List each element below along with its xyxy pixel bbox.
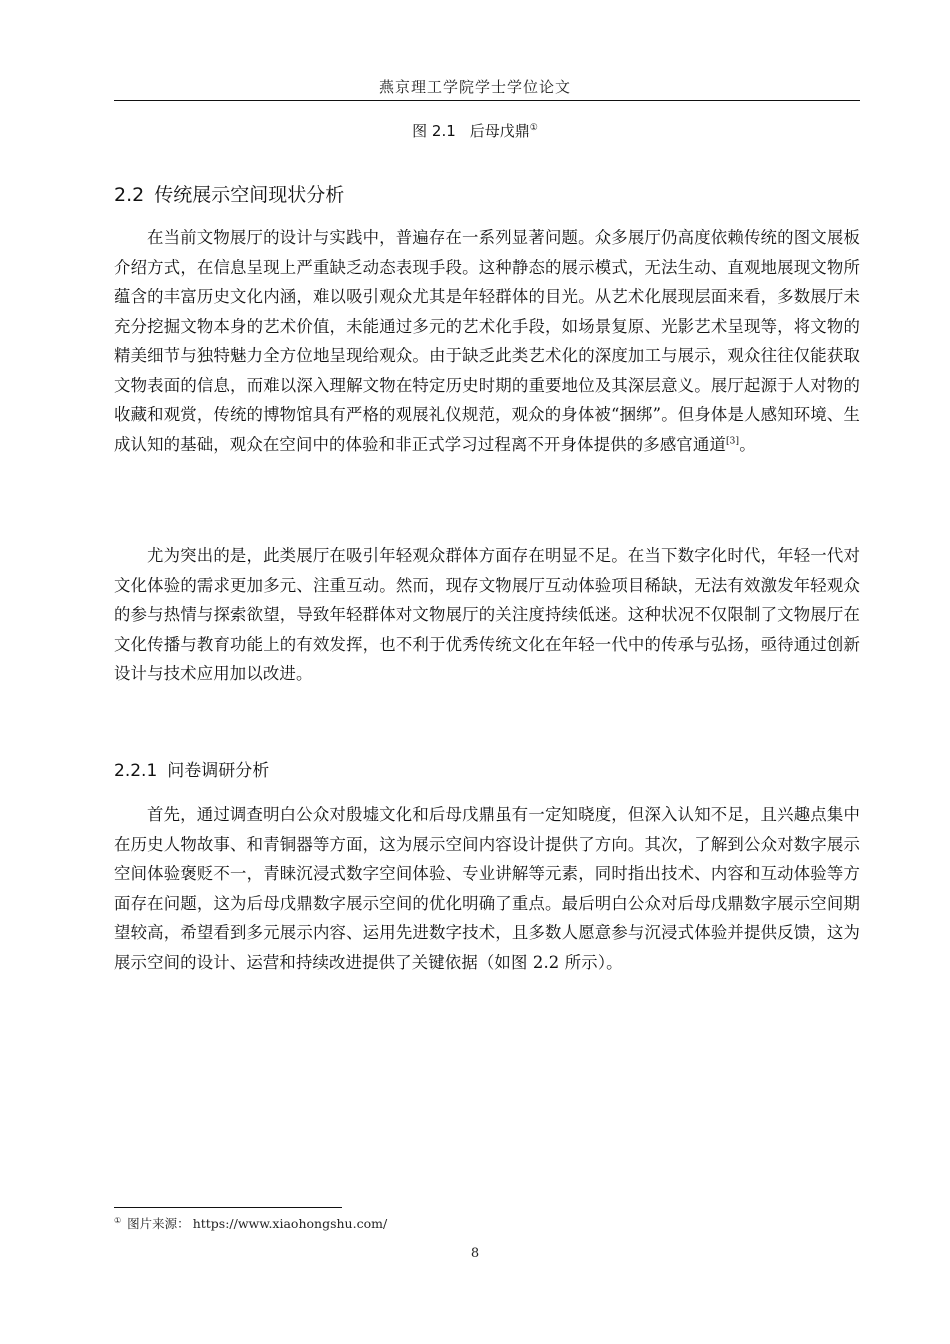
body-paragraph bbox=[114, 223, 860, 459]
footnote-url[interactable]: https://www.xiaohongshu.com/ bbox=[192, 1216, 388, 1231]
paragraph-end: 。 bbox=[739, 434, 756, 454]
figure-footnote-mark[interactable]: ① bbox=[529, 123, 538, 133]
paragraph-text: 在当前文物展厅的设计与实践中，普遍存在一系列显著问题。众多展厅仍高度依赖传统的图文展板介绍方式，在信息呈现上严重缺乏动态表现手段。这种静态的展示模式，无法生动、直观地展现文物所蕴含的丰富历史文化内涵，难以吸引观众尤其是年轻群体的目光。从艺术化展现层面来看，多数展厅未充分挖掘文物本身的艺术价值，未能通过多元的艺术化手段，如场景复原、光影艺术呈现等，将文物的精美细节与独特魅力全方位地呈现给观众。由于缺乏此类艺术化的深度加工与展示，观众往往仅能获取文物表面的信息，而难以深入理解文物在特定历史时期的重要地位及其深层意义。展厅起源于人对物的收藏和观赏，传统的博物馆具有严格的观展礼仪规范，观众的身体被“捆绑”。但身体是人感知环境、生成认知的基础，观众在空间中的体验和非正式学习过程离不开身体提供的多感官通道 bbox=[114, 228, 860, 454]
subsection-number: 2.2.1 bbox=[114, 761, 158, 781]
footnote bbox=[114, 1214, 387, 1232]
body-paragraph: 首先，通过调查明白公众对殷墟文化和后母戊鼎虽有一定知晓度，但深入认知不足，且兴趣点集中在历史人物故事、和青铜器等方面，这为展示空间内容设计提供了方向。其次，了解到公众对数字展示空间体验褒贬不一，青睐沉浸式数字空间体验、专业讲解等元素，同时指出技术、内容和互动体验等方面存在问题，这为后母戊鼎数字展示空间的优化明确了重点。最后明白公众对后母戊鼎数字展示空间期望较高，希望看到多元展示内容、运用先进数字技术，且多数人愿意参与沉浸式体验并提供反馈，这为展示空间的设计、运营和持续改进提供了关键依据（如图 2.2 所示）。 bbox=[114, 805, 860, 972]
figure-title: 后母戊鼎 bbox=[469, 122, 530, 140]
footnote-label: 图片来源： bbox=[127, 1216, 190, 1231]
page-number: 8 bbox=[470, 1246, 480, 1261]
section-heading bbox=[114, 180, 344, 207]
section-number: 2.2 bbox=[114, 184, 145, 206]
subsection-heading bbox=[114, 756, 269, 781]
running-header: 燕京理工学院学士学位论文 bbox=[378, 78, 571, 96]
body-paragraph: 尤为突出的是，此类展厅在吸引年轻观众群体方面存在明显不足。在当下数字化时代，年轻一代对文化体验的需求更加多元、注重互动。然而，现存文物展厅互动体验项目稀缺，无法有效激发年轻观众的参与热情与探索欲望，导致年轻群体对文物展厅的关注度持续低迷。这种状况不仅限制了文物展厅在文化传播与教育功能上的有效发挥，也不利于优秀传统文化在年轻一代中的传承与弘扬，亟待通过创新设计与技术应用加以改进。 bbox=[114, 546, 860, 683]
section-title: 传统展示空间现状分析 bbox=[154, 184, 345, 206]
figure-caption bbox=[0, 120, 950, 141]
footnote-mark: ① bbox=[114, 1215, 122, 1225]
citation-ref[interactable]: [3] bbox=[726, 436, 740, 447]
figure-number: 图 2.1 bbox=[412, 122, 456, 140]
subsection-title: 问卷调研分析 bbox=[167, 761, 270, 781]
header-rule bbox=[114, 100, 860, 101]
footnote-rule bbox=[114, 1207, 342, 1208]
